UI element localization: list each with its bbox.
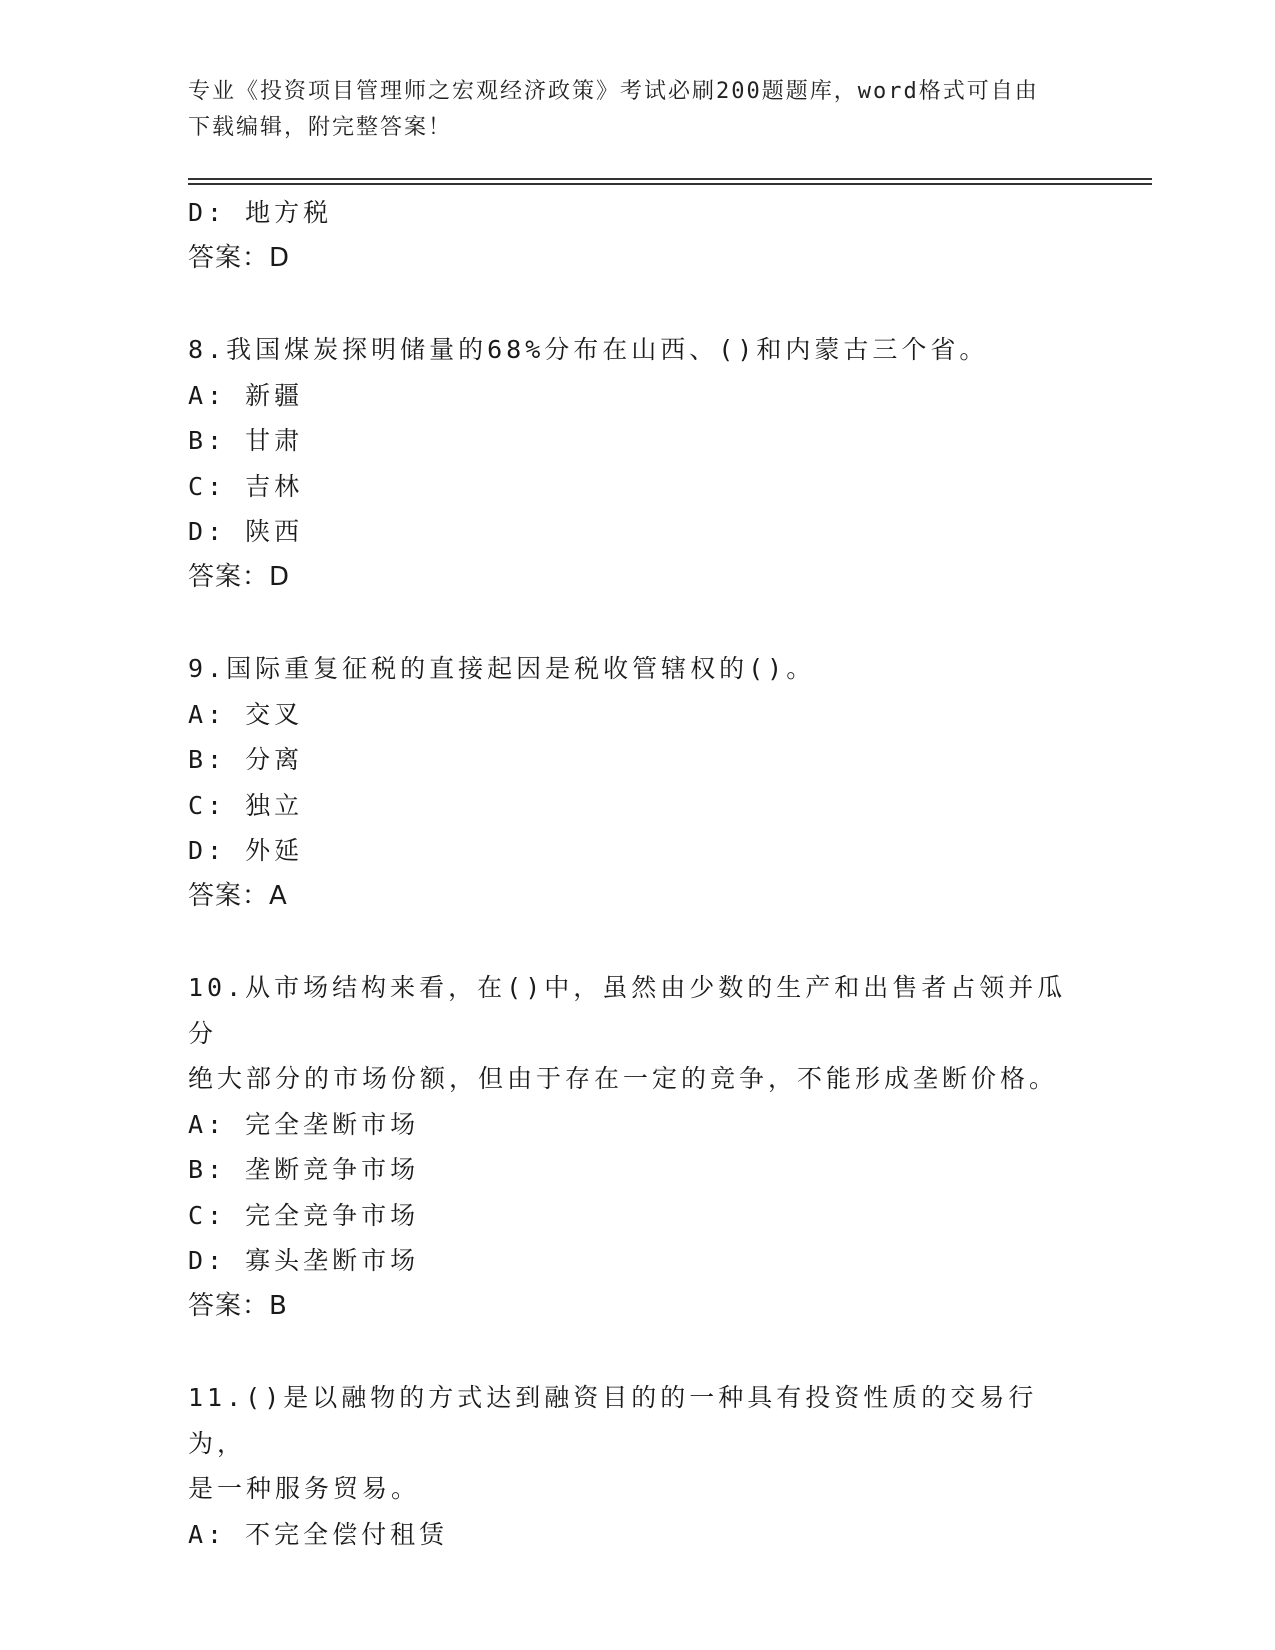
- question-block-11: [188, 1375, 1088, 1557]
- option-b: B: 分离: [188, 745, 304, 774]
- answer-line: 答案：D: [188, 561, 291, 592]
- question-text: 9.国际重复征税的直接起因是税收管辖权的()。: [188, 654, 816, 683]
- question-block-7: [188, 190, 1088, 281]
- option-a: A: 新疆: [188, 380, 304, 410]
- question-text-line-1: 10.从市场结构来看，在()中，虽然由少数的生产和出售者占领并瓜分: [188, 973, 1067, 1048]
- question-text-line-2: 绝大部分的市场份额，但由于存在一定的竞争，不能形成垄断价格。: [188, 1064, 1059, 1093]
- header-line-1: 专业《投资项目管理师之宏观经济政策》考试必刷200题题库，word格式可自由: [188, 79, 1039, 104]
- header-line-2: 下载编辑，附完整答案！: [188, 115, 453, 140]
- option-c: C: 吉林: [188, 471, 304, 501]
- option-c: C: 完全竞争市场: [188, 1200, 420, 1230]
- answer-line: 答案：B: [188, 1290, 288, 1321]
- question-text-line-1: 11.()是以融物的方式达到融资目的的一种具有投资性质的交易行为，: [188, 1383, 1038, 1458]
- question-text: 8.我国煤炭探明储量的68%分布在山西、()和内蒙古三个省。: [188, 335, 989, 364]
- option-a: A: 完全垄断市场: [188, 1109, 420, 1139]
- question-block-8: [188, 327, 1088, 600]
- option-a: A: 交叉: [188, 699, 304, 729]
- option-d: D: 地方税: [188, 198, 333, 227]
- option-c: C: 独立: [188, 790, 304, 820]
- header-divider-top: [188, 178, 1152, 180]
- option-d: D: 寡头垄断市场: [188, 1246, 420, 1275]
- question-block-9: [188, 646, 1088, 919]
- answer-line: 答案：D: [188, 242, 291, 273]
- question-text-line-2: 是一种服务贸易。: [188, 1474, 421, 1503]
- option-a: A: 不完全偿付租赁: [188, 1519, 449, 1549]
- document-header: [188, 74, 1088, 146]
- question-block-10: [188, 965, 1088, 1329]
- header-divider-bottom: [188, 183, 1152, 185]
- question-list: [188, 190, 1088, 1557]
- answer-line: 答案：A: [188, 880, 288, 911]
- option-d: D: 外延: [188, 836, 304, 865]
- option-d: D: 陕西: [188, 517, 304, 546]
- option-b: B: 甘肃: [188, 426, 304, 455]
- option-b: B: 垄断竞争市场: [188, 1155, 420, 1184]
